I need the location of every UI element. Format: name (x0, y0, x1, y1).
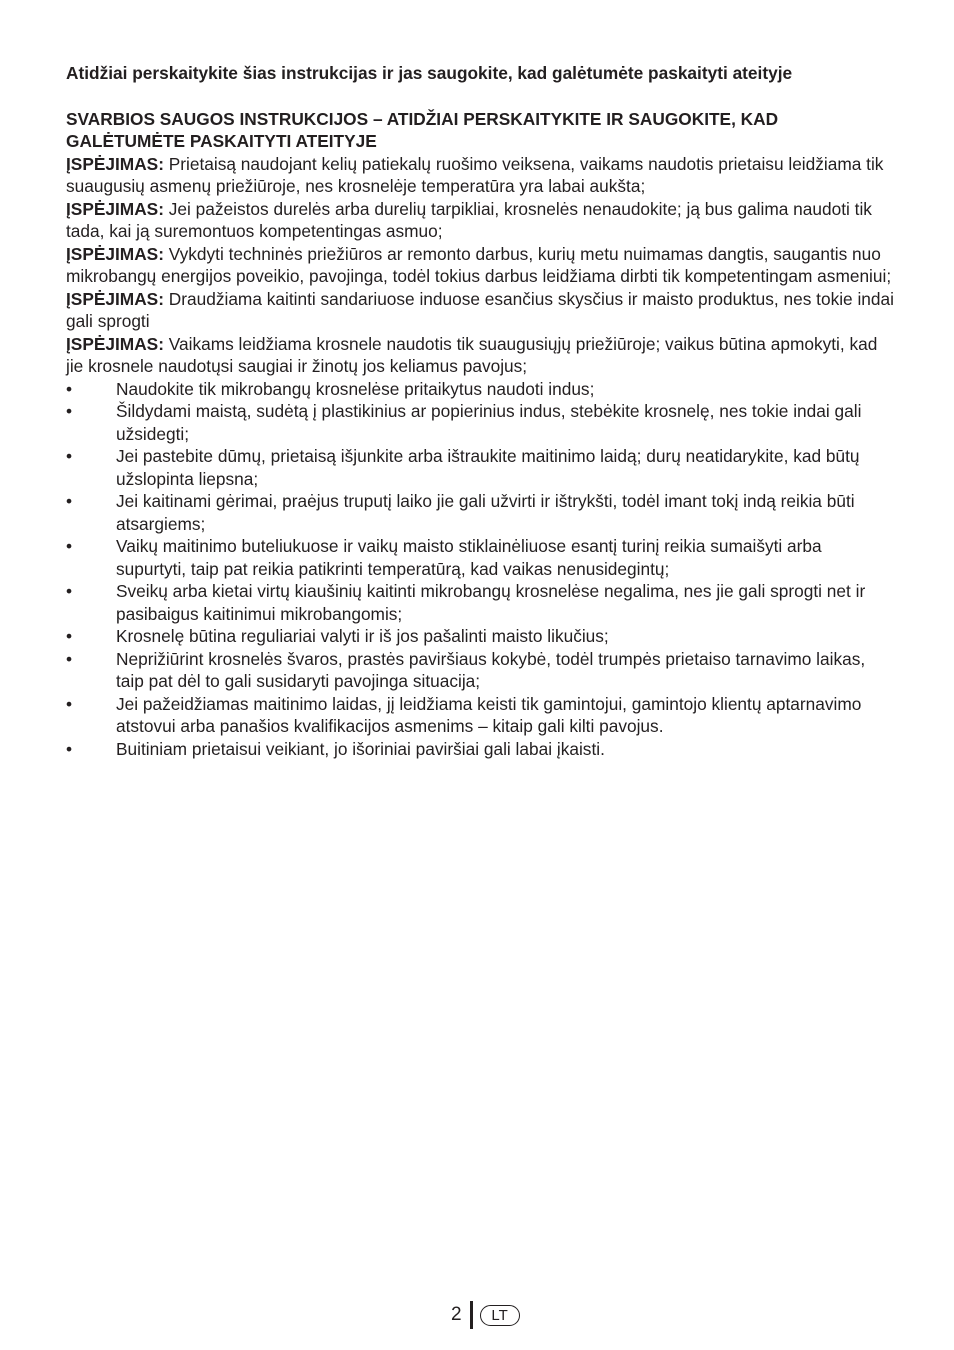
warning-label: ĮSPĖJIMAS: (66, 333, 164, 354)
list-item-text: Jei pastebite dūmų, prietaisą išjunkite arba ištraukite maitinimo laidą; durų neatidarykite, kad būtų užslopinta liepsna; (116, 446, 860, 489)
warning-paragraph (66, 243, 894, 288)
bullet-icon: • (66, 738, 73, 759)
warning-text: Draudžiama kaitinti sandariuose induose esančius skysčius ir maisto produktus, nes tokie indai gali sprogti (66, 288, 894, 331)
list-item-text: Naudokite tik mikrobangų krosnelėse pritaikytus naudoti indus; (116, 378, 595, 399)
list-item-text: Jei pažeidžiamas maitinimo laidas, jį leidžiama keisti tik gamintojui, gamintojo klientų aptarnavimo atstovui arba panašios kvalifikacijos asmenims – kitaip gali kilti pavojus. (116, 693, 862, 736)
section-title: SVARBIOS SAUGOS INSTRUKCIJOS – ATIDŽIAI PERSKAITYKITE IR SAUGOKITE, KAD GALĖTUMĖTE PASKAITYTI ATEITYJE (66, 108, 779, 151)
warning-label: ĮSPĖJIMAS: (66, 198, 164, 219)
list-item (66, 378, 894, 401)
bullet-icon: • (66, 536, 73, 556)
page-footer (451, 1300, 520, 1330)
bullet-icon: • (66, 446, 73, 466)
warning-label: ĮSPĖJIMAS: (66, 288, 164, 309)
warning-paragraph (66, 288, 894, 333)
bullet-icon: • (66, 378, 73, 399)
bullet-icon: • (66, 581, 73, 601)
list-item-text: Sveikų arba kietai virtų kiaušinių kaitinti mikrobangų krosnelėse negalima, nes jie gali sprogti net ir pasibaigus kaitinimui mikrobangomis; (116, 581, 866, 624)
page-number: 2 (451, 1304, 462, 1325)
warning-paragraph (66, 198, 894, 243)
warning-text: Vykdyti techninės priežiūros ar remonto darbus, kurių metu nuimamas dangtis, saugantis nuo mikrobangų energijos poveikio, pavojinga, todėl tokius darbus leidžiama dirbti tik kompetentingam asmeniui; (66, 243, 892, 286)
warning-text: Prietaisą naudojant kelių patiekalų ruošimo veiksena, vaikams naudotis prietaisu leidžiama tik suaugusių asmenų priežiūroje, nes krosnelėje temperatūra yra labai aukšta; (66, 153, 884, 196)
list-item-text: Šildydami maistą, sudėtą į plastikinius ar popierinius indus, stebėkite krosnelę, nes tokie indai gali užsidegti; (116, 401, 862, 444)
warning-text: Vaikams leidžiama krosnele naudotis tik suaugusiųjų priežiūroje; vaikus būtina apmokyti, kad jie krosnele naudotųsi saugiai ir žinotų jos keliamus pavojus; (66, 333, 878, 376)
list-item-text: Buitiniam prietaisui veikiant, jo išoriniai paviršiai gali labai įkaisti. (116, 738, 605, 759)
bullet-icon: • (66, 626, 73, 646)
list-item (66, 445, 894, 490)
bullet-icon: • (66, 648, 73, 669)
list-item-text: Krosnelę būtina reguliariai valyti ir iš jos pašalinti maisto likučius; (116, 626, 609, 646)
list-item (66, 490, 894, 535)
list-item-text: Jei kaitinami gėrimai, praėjus truputį laiko jie gali užvirti ir ištrykšti, todėl imant tokį indą reikia būti atsargiems; (116, 491, 855, 534)
list-item (66, 738, 894, 761)
warning-paragraph (66, 333, 894, 378)
intro-heading: Atidžiai perskaitykite šias instrukcijas ir jas saugokite, kad galėtumėte paskaityti ateityje (66, 63, 793, 83)
list-item (66, 693, 894, 738)
warning-text: Jei pažeistos durelės arba durelių tarpikliai, krosnelės nenaudokite; ją bus galima naudoti tik tada, kai ją suremontuos kompetentingas asmuo; (66, 198, 872, 241)
footer-divider (470, 1301, 473, 1329)
warning-label: ĮSPĖJIMAS: (66, 243, 164, 264)
language-badge: LT (480, 1305, 520, 1326)
bullet-icon: • (66, 401, 73, 421)
list-item (66, 535, 894, 580)
list-item (66, 400, 894, 445)
document-body (66, 62, 894, 760)
list-item (66, 580, 894, 625)
warning-label: ĮSPĖJIMAS: (66, 153, 164, 174)
bullet-icon: • (66, 491, 73, 511)
warning-paragraph (66, 153, 894, 198)
list-item (66, 625, 894, 648)
list-item (66, 648, 894, 693)
list-item-text: Neprižiūrint krosnelės švaros, prastės paviršiaus kokybė, todėl trumpės prietaiso tarnavimo laikas, taip pat dėl to gali susidaryti pavojinga situacija; (116, 648, 866, 691)
bullet-icon: • (66, 693, 73, 714)
list-item-text: Vaikų maitinimo buteliukuose ir vaikų maisto stiklainėliuose esantį turinį reikia sumaišyti arba supurtyti, taip pat reikia patikrinti temperatūrą, kad vaikas nenusidegintų; (116, 536, 822, 579)
safety-bullet-list (66, 378, 894, 761)
